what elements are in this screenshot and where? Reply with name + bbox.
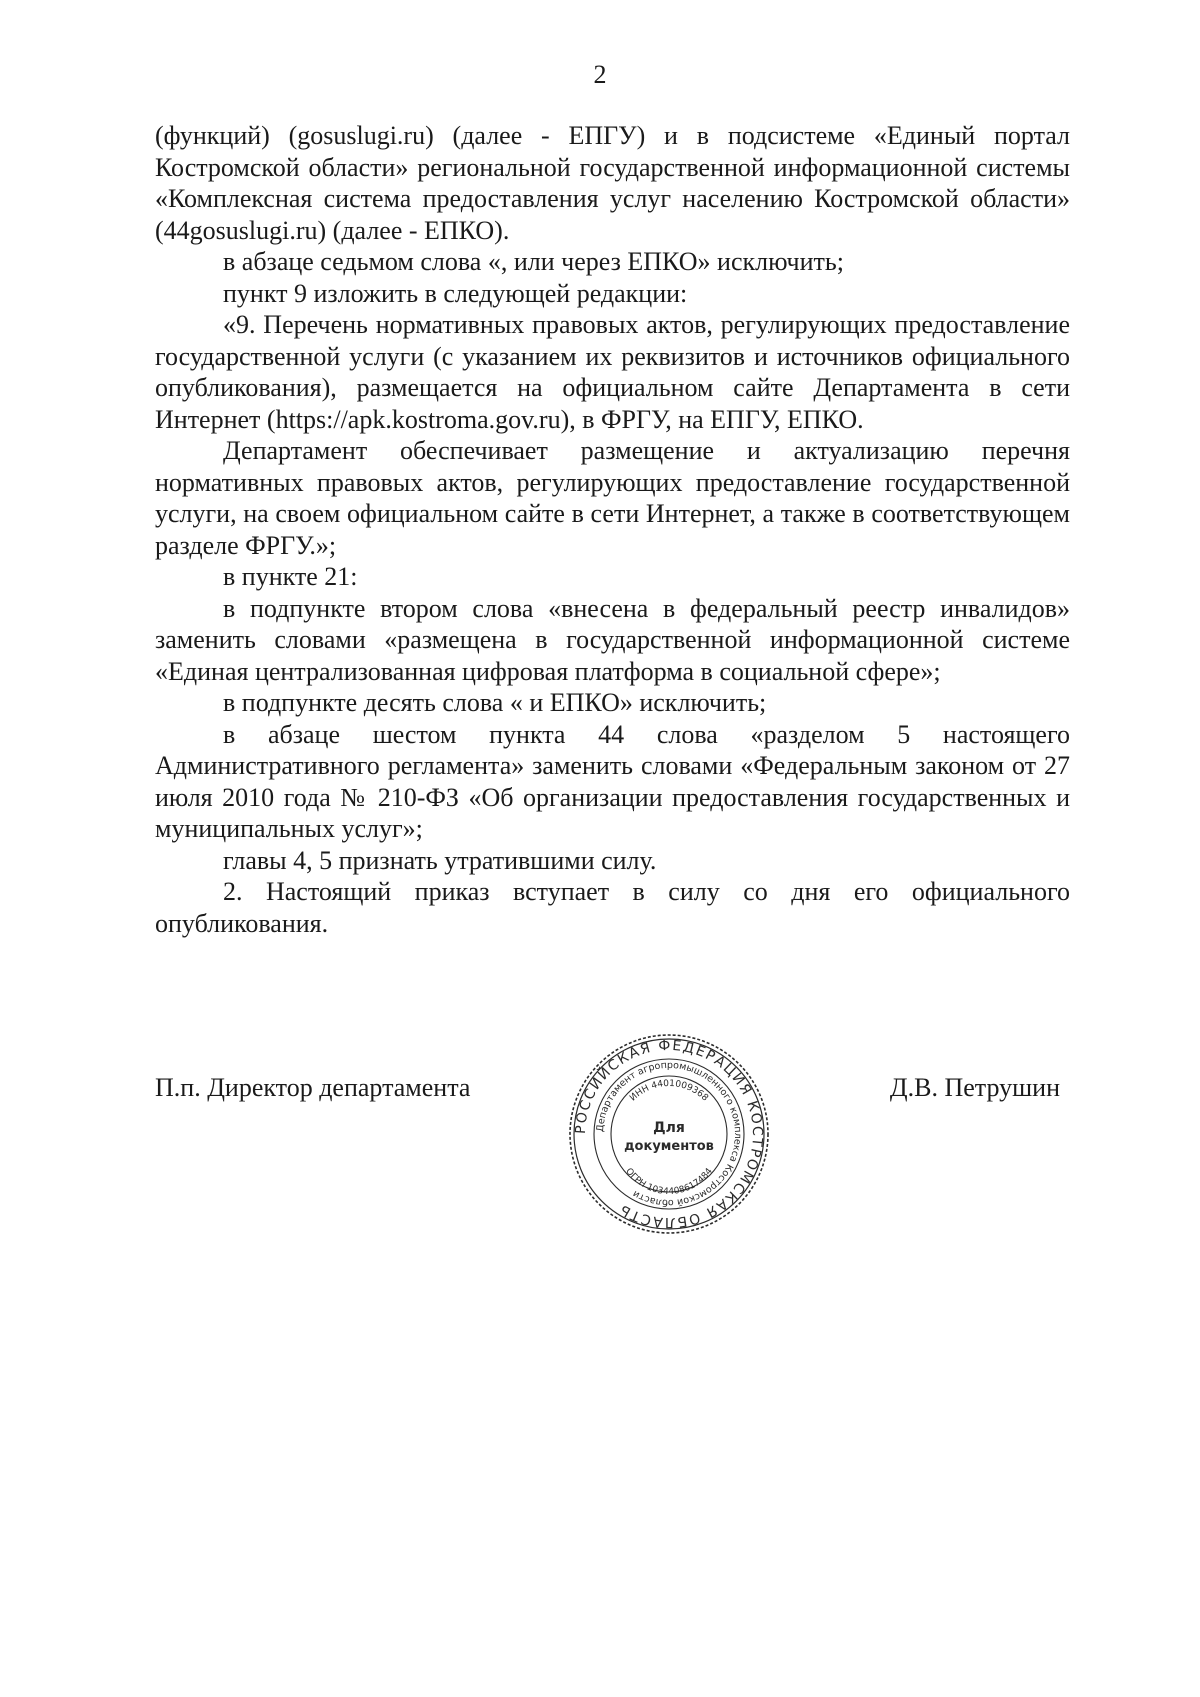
- seal-center-line-1: Для: [653, 1120, 685, 1136]
- paragraph-8: в подпункте десять слова « и ЕПКО» исключить;: [223, 688, 767, 717]
- paragraph-4: «9. Перечень нормативных правовых актов, регулирующих предоставление государственной услуги (с указанием их реквизитов и источников официального опубликования), размещается на официальном сайте Департамента в сети Интернет (https://apk.kostroma.gov.ru), в ФРГУ, на ЕПГУ, ЕПКО.: [155, 310, 1070, 434]
- document-body: [155, 120, 1070, 939]
- paragraph-9: в абзаце шестом пункта 44 слова «разделом 5 настоящего Административного регламента» заменить словами «Федеральным законом от 27 июля 2010 года № 210-ФЗ «Об организации предоставления государственных и муниципальных услуг»;: [155, 719, 1070, 843]
- paragraph-2: в абзаце седьмом слова «, или через ЕПКО» исключить;: [223, 247, 844, 276]
- paragraph-10: главы 4, 5 признать утратившими силу.: [223, 845, 657, 875]
- seal-center-line-2: документов: [624, 1139, 714, 1154]
- seal-inn-text: [628, 1079, 710, 1104]
- seal-graphic: [567, 1032, 771, 1236]
- page-number: 2: [593, 60, 607, 89]
- paragraph-6: в пункте 21:: [223, 562, 358, 591]
- paragraph-5: Департамент обеспечивает размещение и актуализацию перечня нормативных правовых актов, регулирующих предоставление государственной услуги, на своем официальном сайте в сети Интернет, а также в соответствующем разделе ФРГУ.»;: [155, 436, 1070, 560]
- paragraph-1: (функций) (gosuslugi.ru) (далее - ЕПГУ) и в подсистеме «Единый портал Костромской области» региональной государственной информационной системы «Комплексная система предоставления услуг населению Костромской области» (44gosuslugi.ru) (далее - ЕПКО).: [155, 121, 1070, 245]
- seal-middle-textpath: Департамент агропромышленного комплекса Костромской области: [594, 1059, 744, 1209]
- seal-inn-textpath: ИНН 4401009368: [628, 1078, 710, 1104]
- signatory-position: П.п. Директор департамента: [155, 1073, 471, 1102]
- seal-ogrn-textpath: ОГРН 1034408617484: [623, 1166, 715, 1198]
- signatory-name: Д.В. Петрушин: [889, 1073, 1060, 1102]
- paragraph-11: 2. Настоящий приказ вступает в силу со дня его официального опубликования.: [155, 877, 1070, 938]
- seal-outer-textpath: РОССИЙСКАЯ ФЕДЕРАЦИЯ КОСТРОМСКАЯ ОБЛАСТЬ: [572, 1037, 766, 1231]
- official-seal: [567, 1032, 771, 1236]
- paragraph-7: в подпункте втором слова «внесена в федеральный реестр инвалидов» заменить словами «размещена в государственной информационной системе «Единая централизованная цифровая платформа в социальной сфере»;: [155, 593, 1070, 686]
- paragraph-3: пункт 9 изложить в следующей редакции:: [223, 278, 688, 308]
